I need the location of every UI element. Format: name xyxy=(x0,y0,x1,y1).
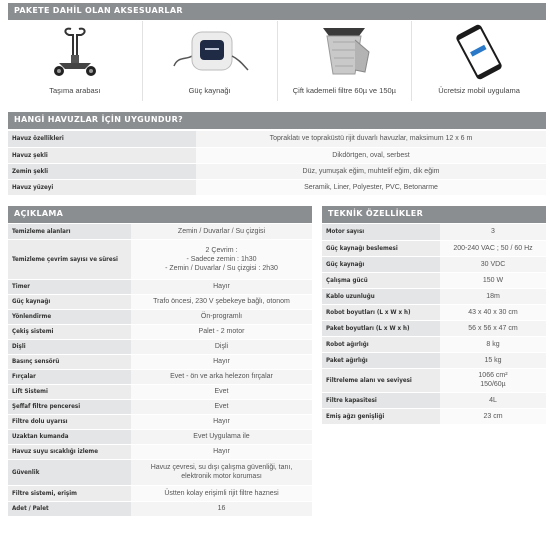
desc-value: Evet - ön ve arka helezon fırçalar xyxy=(131,369,312,384)
desc-value: Hayır xyxy=(131,414,312,429)
spec-value: 200-240 VAC ; 50 / 60 Hz xyxy=(440,240,546,256)
spec-value: 4L xyxy=(440,392,546,408)
spec-value: 56 x 56 x 47 cm xyxy=(440,320,546,336)
spec-key: Emiş ağzı genişliği xyxy=(322,408,440,424)
accessories-row xyxy=(8,21,546,101)
desc-key: Yönlendirme xyxy=(8,309,131,324)
spec-value: 30 VDC xyxy=(440,256,546,272)
spec-key: Robot ağırlığı xyxy=(322,336,440,352)
spec-key: Güç kaynağı xyxy=(322,256,440,272)
desc-value: 2 Çevrim : - Sadece zemin : 1h30 - Zemin / Duvarlar / Su çizgisi : 2h30 xyxy=(131,239,312,279)
pool-value: Topraklatı ve topraküstü rijit duvarlı havuzlar, maksimum 12 x 6 m xyxy=(196,131,546,147)
spec-key: Filtreleme alanı ve seviyesi xyxy=(322,368,440,392)
accessories-header: PAKETE DAHİL OLAN AKSESUARLAR xyxy=(8,3,546,20)
pool-value: Seramik, Liner, Polyester, PVC, Betonarme xyxy=(196,179,546,195)
desc-key: Fırçalar xyxy=(8,369,131,384)
smartphone-icon xyxy=(449,23,509,81)
accessory-label: Güç kaynağı xyxy=(188,86,231,95)
spec-key: Motor sayısı xyxy=(322,224,440,240)
desc-value: Dişli xyxy=(131,339,312,354)
description-header: AÇIKLAMA xyxy=(8,206,312,223)
desc-value: Hayır xyxy=(131,279,312,294)
desc-value: Evet Uygulama ile xyxy=(131,429,312,444)
pool-value: Düz, yumuşak eğim, muhtelif eğim, dik eğim xyxy=(196,163,546,179)
desc-key: Temizleme çevrim sayısı ve süresi xyxy=(8,239,131,279)
desc-key: Filtre dolu uyarısı xyxy=(8,414,131,429)
desc-value: 16 xyxy=(131,501,312,516)
desc-key: Şeffaf filtre penceresi xyxy=(8,399,131,414)
accessory-label: Çift kademeli filtre 60µ ve 150µ xyxy=(292,86,397,95)
desc-key: Havuz suyu sıcaklığı izleme xyxy=(8,444,131,459)
spec-value: 15 kg xyxy=(440,352,546,368)
desc-value: Üstten kolay erişimli rijit filtre haznesi xyxy=(131,485,312,501)
spec-value: 18m xyxy=(440,288,546,304)
desc-key: Basınç sensörü xyxy=(8,354,131,369)
spec-value: 43 x 40 x 30 cm xyxy=(440,304,546,320)
desc-value: Hayır xyxy=(131,354,312,369)
spec-key: Paket boyutları (L x W x h) xyxy=(322,320,440,336)
desc-value: Ön-programlı xyxy=(131,309,312,324)
accessory-power-supply xyxy=(143,21,278,101)
accessory-label: Taşıma arabası xyxy=(49,86,101,95)
spec-key: Güç kaynağı beslemesi xyxy=(322,240,440,256)
desc-value: Palet - 2 motor xyxy=(131,324,312,339)
trolley-icon xyxy=(45,23,105,81)
power-supply-icon xyxy=(170,26,250,78)
accessory-label: Ücretsiz mobil uygulama xyxy=(438,86,520,95)
specs-table xyxy=(322,224,546,425)
spec-value: 150 W xyxy=(440,272,546,288)
spec-value: 1066 cm² 150/60µ xyxy=(440,368,546,392)
spec-key: Robot boyutları (L x W x h) xyxy=(322,304,440,320)
desc-value: Havuz çevresi, su dışı çalışma güvenliği, tanı, elektronik motor koruması xyxy=(131,459,312,485)
desc-key: Lift Sistemi xyxy=(8,384,131,399)
desc-value: Evet xyxy=(131,399,312,414)
desc-key: Filtre sistemi, erişim xyxy=(8,485,131,501)
pool-key: Zemin şekli xyxy=(8,163,196,179)
desc-key: Çekiş sistemi xyxy=(8,324,131,339)
spec-value: 23 cm xyxy=(440,408,546,424)
desc-key: Dişli xyxy=(8,339,131,354)
desc-value: Evet xyxy=(131,384,312,399)
description-table xyxy=(8,224,312,517)
accessory-filter xyxy=(278,21,413,101)
filter-icon xyxy=(309,22,379,82)
spec-value: 8 kg xyxy=(440,336,546,352)
pool-key: Havuz yüzeyi xyxy=(8,179,196,195)
desc-value: Zemin / Duvarlar / Su çizgisi xyxy=(131,224,312,239)
accessory-mobile-app xyxy=(412,21,546,101)
pools-table xyxy=(8,131,546,196)
spec-key: Çalışma gücü xyxy=(322,272,440,288)
pools-header: HANGİ HAVUZLAR İÇİN UYGUNDUR? xyxy=(8,112,546,129)
desc-value: Hayır xyxy=(131,444,312,459)
desc-value: Trafo öncesi, 230 V şebekeye bağlı, otonom xyxy=(131,294,312,309)
pool-key: Havuz özellikleri xyxy=(8,131,196,147)
spec-key: Paket ağırlığı xyxy=(322,352,440,368)
desc-key: Uzaktan kumanda xyxy=(8,429,131,444)
desc-key: Adet / Palet xyxy=(8,501,131,516)
desc-key: Temizleme alanları xyxy=(8,224,131,239)
desc-key: Güvenlik xyxy=(8,459,131,485)
pool-key: Havuz şekli xyxy=(8,147,196,163)
pool-value: Dikdörtgen, oval, serbest xyxy=(196,147,546,163)
desc-key: Güç kaynağı xyxy=(8,294,131,309)
accessory-trolley xyxy=(8,21,143,101)
spec-key: Filtre kapasitesi xyxy=(322,392,440,408)
specs-header: TEKNİK ÖZELLİKLER xyxy=(322,206,546,223)
desc-key: Timer xyxy=(8,279,131,294)
spec-value: 3 xyxy=(440,224,546,240)
spec-key: Kablo uzunluğu xyxy=(322,288,440,304)
